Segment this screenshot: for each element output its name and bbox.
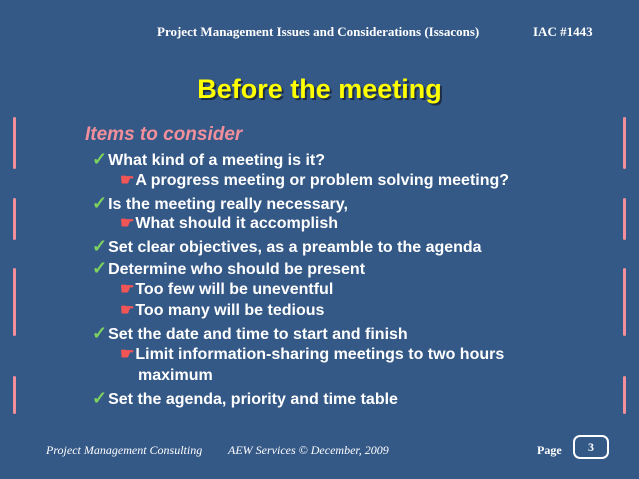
header-code: IAC #1443 xyxy=(533,24,593,39)
list-item xyxy=(120,301,324,321)
list-item xyxy=(92,323,408,345)
left-accent-bar-top xyxy=(13,117,16,169)
pointing-hand-icon: ☛ xyxy=(120,172,135,189)
list-item-text: What kind of a meeting is it? xyxy=(108,152,325,169)
list-item-text: A progress meeting or problem solving meeting? xyxy=(135,172,510,189)
list-item xyxy=(92,258,365,280)
list-item-text: Set clear objectives, as a preamble to the agenda xyxy=(108,239,482,256)
right-accent-bar-bottom xyxy=(623,268,626,336)
list-item-text: Is the meeting really necessary, xyxy=(108,196,348,213)
list-item-text: maximum xyxy=(138,367,213,384)
pointing-hand-icon: ☛ xyxy=(120,215,135,232)
list-item xyxy=(92,149,325,171)
right-accent-bar-middle xyxy=(623,198,626,240)
pointing-hand-icon: ☛ xyxy=(120,281,135,298)
right-accent-bar-top xyxy=(623,117,626,169)
list-item xyxy=(92,193,348,215)
list-item xyxy=(120,345,504,365)
check-icon: ✓ xyxy=(92,149,108,169)
check-icon: ✓ xyxy=(92,236,108,256)
header-title: Project Management Issues and Considerations (Issacons) xyxy=(157,24,480,39)
footer-company: Project Management Consulting xyxy=(46,443,203,457)
section-heading: Items to consider xyxy=(85,124,243,145)
list-item-text: What should it accomplish xyxy=(135,215,339,232)
list-item-text: Limit information-sharing meetings to two hours xyxy=(135,346,505,363)
page-label: Page xyxy=(537,443,562,457)
check-icon: ✓ xyxy=(92,323,108,343)
left-accent-bar-bottom xyxy=(13,268,16,336)
list-item-text: Too many will be tedious xyxy=(135,302,325,319)
right-accent-bar-lower xyxy=(623,376,626,414)
list-item-text: Set the date and time to start and finish xyxy=(108,326,408,343)
list-item-text: Set the agenda, priority and time table xyxy=(108,391,398,408)
pointing-hand-icon: ☛ xyxy=(120,302,135,319)
list-item xyxy=(92,388,398,410)
slide-title: Before the meeting xyxy=(197,74,442,104)
list-item-text: Too few will be uneventful xyxy=(135,281,334,298)
check-icon: ✓ xyxy=(92,258,108,278)
left-accent-bar-lower xyxy=(13,376,16,414)
page-number: 3 xyxy=(573,435,609,459)
list-item xyxy=(120,214,338,234)
left-accent-bar-middle xyxy=(13,198,16,240)
list-item xyxy=(138,366,213,386)
list-item-text: Determine who should be present xyxy=(108,261,366,278)
pointing-hand-icon: ☛ xyxy=(120,346,135,363)
check-icon: ✓ xyxy=(92,388,108,408)
list-item xyxy=(92,236,482,258)
list-item xyxy=(120,280,333,300)
check-icon: ✓ xyxy=(92,193,108,213)
list-item xyxy=(120,171,509,191)
footer-copyright: AEW Services © December, 2009 xyxy=(228,443,389,457)
